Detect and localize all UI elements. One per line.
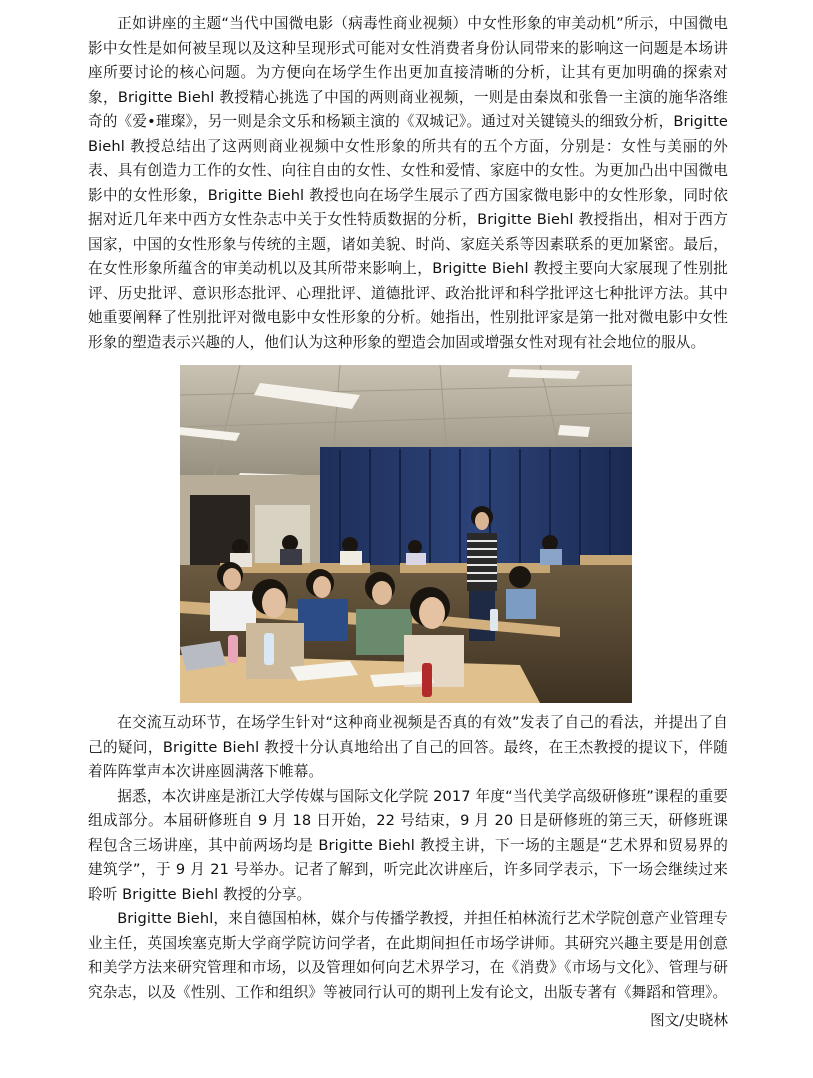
- paragraph-seminar-background: 据悉，本次讲座是浙江大学传媒与国际文化学院 2017 年度“当代美学高级研修班”课程的重要组成部分。本届研修班自 9 月 18 日开始，22 号结束，9 月 20 日是研修班的第三天，研修班课程包含三场讲座，其中前两场均是 Brigitte Biehl 教授主讲，下一场的主题是“艺术界和贸易界的建筑学”，于 9 月 21 号举办。记者了解到，听完此次讲座后，许多同学表示，下一场会继续过来聆听 Brigitte Biehl 教授的分享。: [88, 787, 728, 903]
- paragraph-speaker-bio: Brigitte Biehl，来自德国柏林，媒介与传播学教授，并担任柏林流行艺术学院创意产业管理专业主任，英国埃塞克斯大学商学院访问学者，在此期间担任市场学讲师。其研究兴趣主要是用创意和美学方法来研究管理和市场，以及管理如何向艺术界学习，在《消费》《市场与文化》、管理与研究杂志，以及《性别、工作和组织》等被同行认可的期刊上发有论文，出版专著有《舞蹈和管理》。: [88, 910, 728, 1001]
- article-page: [88, 12, 728, 1034]
- paragraph-interaction: 在交流互动环节，在场学生针对“这种商业视频是否真的有效”发表了自己的看法，并提出了自己的疑问，Brigitte Biehl 教授十分认真地给出了自己的回答。最终，在王杰教授的提议下，伴随着阵阵掌声本次讲座圆满落下帷幕。: [88, 714, 728, 780]
- lecture-classroom-photo: [180, 365, 632, 703]
- author-credit: 图文/史晓林: [650, 1012, 728, 1029]
- paragraph-lecture-summary: 正如讲座的主题“当代中国微电影（病毒性商业视频）中女性形象的审美动机”所示，中国微电影中女性是如何被呈现以及这种呈现形式可能对女性消费者身份认同带来的影响这一问题是本场讲座所要讨论的核心问题。为方便向在场学生作出更加直接清晰的分析，让其有更加明确的探索对象，Brigitte Biehl 教授精心挑选了中国的两则商业视频，一则是由秦岚和张鲁一主演的施华洛维奇的《爱•璀璨》，另一则是余文乐和杨颖主演的《双城记》。通过对关键镜头的细致分析，Brigitte Biehl 教授总结出了这两则商业视频中女性形象的所共有的五个方面，分别是：女性与美丽的外表、具有创造力工作的女性、向往自由的女性、女性和爱情、家庭中的女性。为更加凸出中国微电影中的女性形象，Brigitte Biehl 教授也向在场学生展示了西方国家微电影中的女性形象，同时依据对近几年来中西方女性杂志中关于女性特质数据的分析，Brigitte Biehl 教授指出，相对于西方国家，中国的女性形象与传统的主题，诸如美貌、时尚、家庭关系等因素联系的更加紧密。最后，在女性形象所蕴含的审美动机以及其所带来影响上，Brigitte Biehl 教授主要向大家展现了性别批评、历史批评、意识形态批评、心理批评、道德批评、政治批评和科学批评这七种批评方法。其中她重要阐释了性别批评对微电影中女性形象的分析。她指出，性别批评家是第一批对微电影中女性形象的塑造表示兴趣的人，他们认为这种形象的塑造会加固或增强女性对现有社会地位的服从。: [88, 15, 728, 351]
